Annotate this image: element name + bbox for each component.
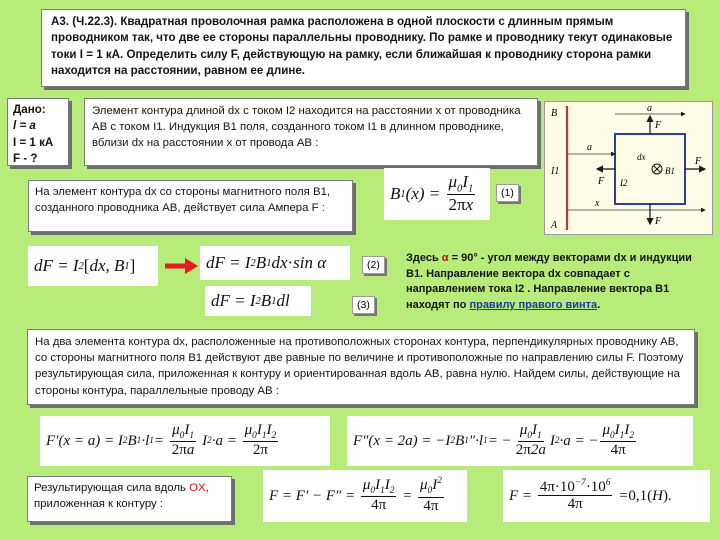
two-elements-box — [27, 329, 695, 405]
resultant-box — [27, 476, 232, 522]
two-elements-text: На два элемента контура dx, расположенные на противоположных сторонах контура, перпендикулярных проводнику АВ, со стороны магнитного поля B1 действуют две равные по величине и противоположные по направлению силы F. Поэтому результирующая сила, приложенная к контуру и ориентированная вдоль АВ, равна нулю. Найдем силы, действующие на стороны контура, параллельные проводу АВ : — [35, 336, 684, 397]
eq-label-3: (3) — [352, 296, 375, 314]
ampere-text-box — [28, 180, 353, 232]
label-x: x — [595, 198, 600, 209]
alpha-text-rest: = 90° - угол между векторами dx и индукции B1. Направление вектора dx совпадает с направлением тока I2 . Направление вектора B1 находят по — [406, 252, 692, 311]
eq-label-2: (2) — [362, 256, 385, 274]
label-dx: dx — [637, 152, 646, 162]
label-f-right: F — [695, 156, 702, 167]
problem-box — [41, 9, 686, 87]
alpha-text-pre: Здесь — [406, 252, 439, 264]
given-line-3: F - ? — [13, 152, 38, 166]
right-screw-rule-link[interactable]: правилу правого винта — [469, 298, 598, 311]
formula-df-dl: dF = I 2 B 1 dl — [205, 286, 311, 316]
formula-f-sum: F = F′ − F″ = $\frac{\mu_0I_1I_2}{4\pi}$ = $\frac{\mu_0I^2}{4\pi}$ — [263, 470, 467, 522]
label-a-mid: a — [587, 142, 592, 153]
given-line-2: I = 1 кА — [13, 135, 54, 149]
given-line-1: l = a — [13, 119, 36, 133]
alpha-symbol: α — [441, 252, 449, 264]
axis-ox: OX — [189, 482, 206, 494]
diagram-box — [544, 101, 713, 235]
formula-f-prime: F′(x = a) = I 2 B 1 ·l 1 = $\frac{\mu_0I_1}{2\pi a}$ I 2 ·a = $\frac{\mu_0I_1I_2}{2\pi}$ — [40, 416, 330, 466]
formula-df-vector: dF = I 2 [ dx, B 1 ] — [28, 246, 158, 286]
frame-diagram — [545, 102, 712, 234]
eq-label-1: (1) — [496, 184, 519, 202]
label-b1: B1 — [665, 166, 675, 176]
resultant-pre: Результирующая сила вдоль — [34, 482, 190, 494]
label-f-bottom: F — [655, 216, 662, 227]
given-title: Дано: — [13, 103, 46, 116]
label-i2: I2 — [620, 178, 628, 188]
label-b: B — [551, 108, 558, 119]
arrow-icon — [163, 256, 199, 276]
alpha-text-box — [402, 249, 714, 321]
resultant-post: , приложенная к контуру : — [34, 482, 209, 511]
label-f-top: F — [655, 120, 662, 131]
label-i1: I1 — [551, 166, 560, 177]
element-text: Элемент контура длиной dx с током I2 находится на расстоянии x от проводника АВ с током I1. Индукция B1 поля, созданного током I1 в длинном проводнике, вблизи dx на расстоянии x от провода АВ : — [92, 105, 521, 150]
formula-b1: B 1 (x) = $\frac{\mu_0I_1}{2\pi x}$ — [384, 168, 490, 220]
formula-f-double-prime: F″(x = 2a) = −I 2 B 1 ″·l 1 = − $\frac{\mu_0I_1}{2\pi 2a}$ I 2 ·a = − $\frac{\mu_0I_1I_2}{4\pi}$ — [347, 416, 693, 466]
given-box — [7, 98, 69, 166]
problem-text: А3. (Ч.22.3). Квадратная проволочная рамка расположена в одной плоскости с длинным прямым проводником так, что две ее стороны параллельны проводнику. По рамке и проводнику текут одинаковые токи I = 1 кА. Определить силу F, действующую на рамку, если ближайшая к проводнику сторона рамки находится на расстоянии, равном ее длине. — [51, 15, 673, 78]
label-f-left: F — [598, 176, 605, 187]
formula-f-numeric: F = $\frac{4\pi\cdot 10^{-7}\cdot 10^6}{4\pi}$ = 0,1( H ). — [503, 470, 710, 522]
element-text-box — [84, 98, 538, 166]
ampere-text: На элемент контура dx со стороны магнитного поля B1, созданного проводника АВ, действует сила Ампера F : — [35, 186, 331, 215]
formula-df-sin: dF = I 2 B 1 dx · sin α — [200, 246, 350, 280]
label-a: A — [551, 220, 558, 231]
alpha-text-end: . — [597, 298, 601, 311]
label-a-top: a — [647, 103, 652, 114]
